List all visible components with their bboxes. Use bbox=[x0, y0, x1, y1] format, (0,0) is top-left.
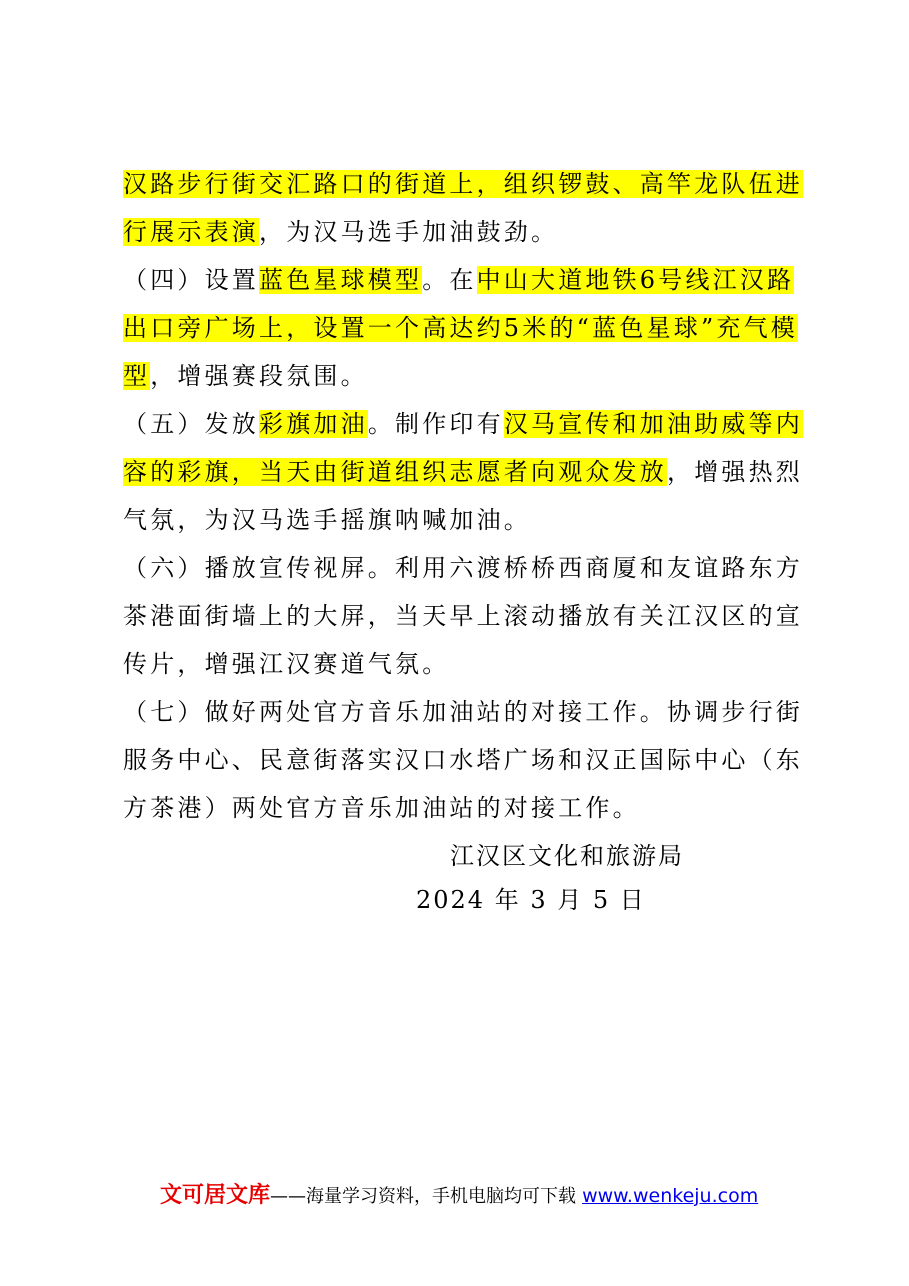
body-text: ，增强热烈气氛，为汉马选手摇旗呐喊加油。 bbox=[123, 458, 803, 534]
highlighted-text: 蓝色星球模型 bbox=[259, 266, 423, 294]
paragraph-6-video-screens bbox=[123, 544, 813, 688]
body-text: 。制作印有 bbox=[367, 410, 504, 438]
footer-link[interactable]: www.wenkeju.com bbox=[582, 1185, 759, 1207]
paragraph-4-set-blue-planet bbox=[123, 256, 813, 400]
body-text: 。在 bbox=[422, 266, 477, 294]
paragraph-7-music-stations bbox=[123, 688, 813, 832]
body-text: （七）做好两处官方音乐加油站的对接工作。协调步行街服务中心、民意街落实汉口水塔广场和汉正国际中心（东方茶港）两处官方音乐加油站的对接工作。 bbox=[123, 698, 803, 822]
body-text: （六）播放宣传视屏。利用六渡桥桥西商厦和友谊路东方茶港面街墙上的大屏，当天早上滚动播放有关江汉区的宣传片，增强江汉赛道气氛。 bbox=[123, 554, 803, 678]
signature-date: 2024 年 3 月 5 日 bbox=[416, 886, 646, 914]
body-text: （五）发放 bbox=[123, 410, 259, 438]
footer-brand: 文可居文库 bbox=[160, 1183, 271, 1208]
body-text: ，为汉马选手加油鼓劲。 bbox=[259, 218, 559, 246]
body-text: （四）设置 bbox=[123, 266, 259, 294]
footer-watermark bbox=[160, 1180, 780, 1213]
highlighted-text: 中山大道地铁6号线江汉路出口旁广场上，设置一个高达约5米的“蓝色星球”充气模型 bbox=[123, 266, 799, 390]
highlighted-text: 彩旗加油 bbox=[259, 410, 368, 438]
highlighted-text: 汉路步行街交汇路口的街道上，组织锣鼓、高竿龙队伍进行展示表演 bbox=[123, 170, 803, 246]
paragraph-1 bbox=[123, 160, 813, 256]
body-text: ，增强赛段氛围。 bbox=[150, 362, 368, 390]
highlighted-text: 汉马宣传和加油助威等内容的彩旗，当天由街道组织志愿者向观众发放 bbox=[123, 410, 804, 486]
paragraph-5-flags bbox=[123, 400, 813, 544]
signature-organization: 江汉区文化和旅游局 bbox=[450, 842, 684, 870]
footer-slogan: ——海量学习资料，手机电脑均可下载 bbox=[270, 1186, 577, 1207]
